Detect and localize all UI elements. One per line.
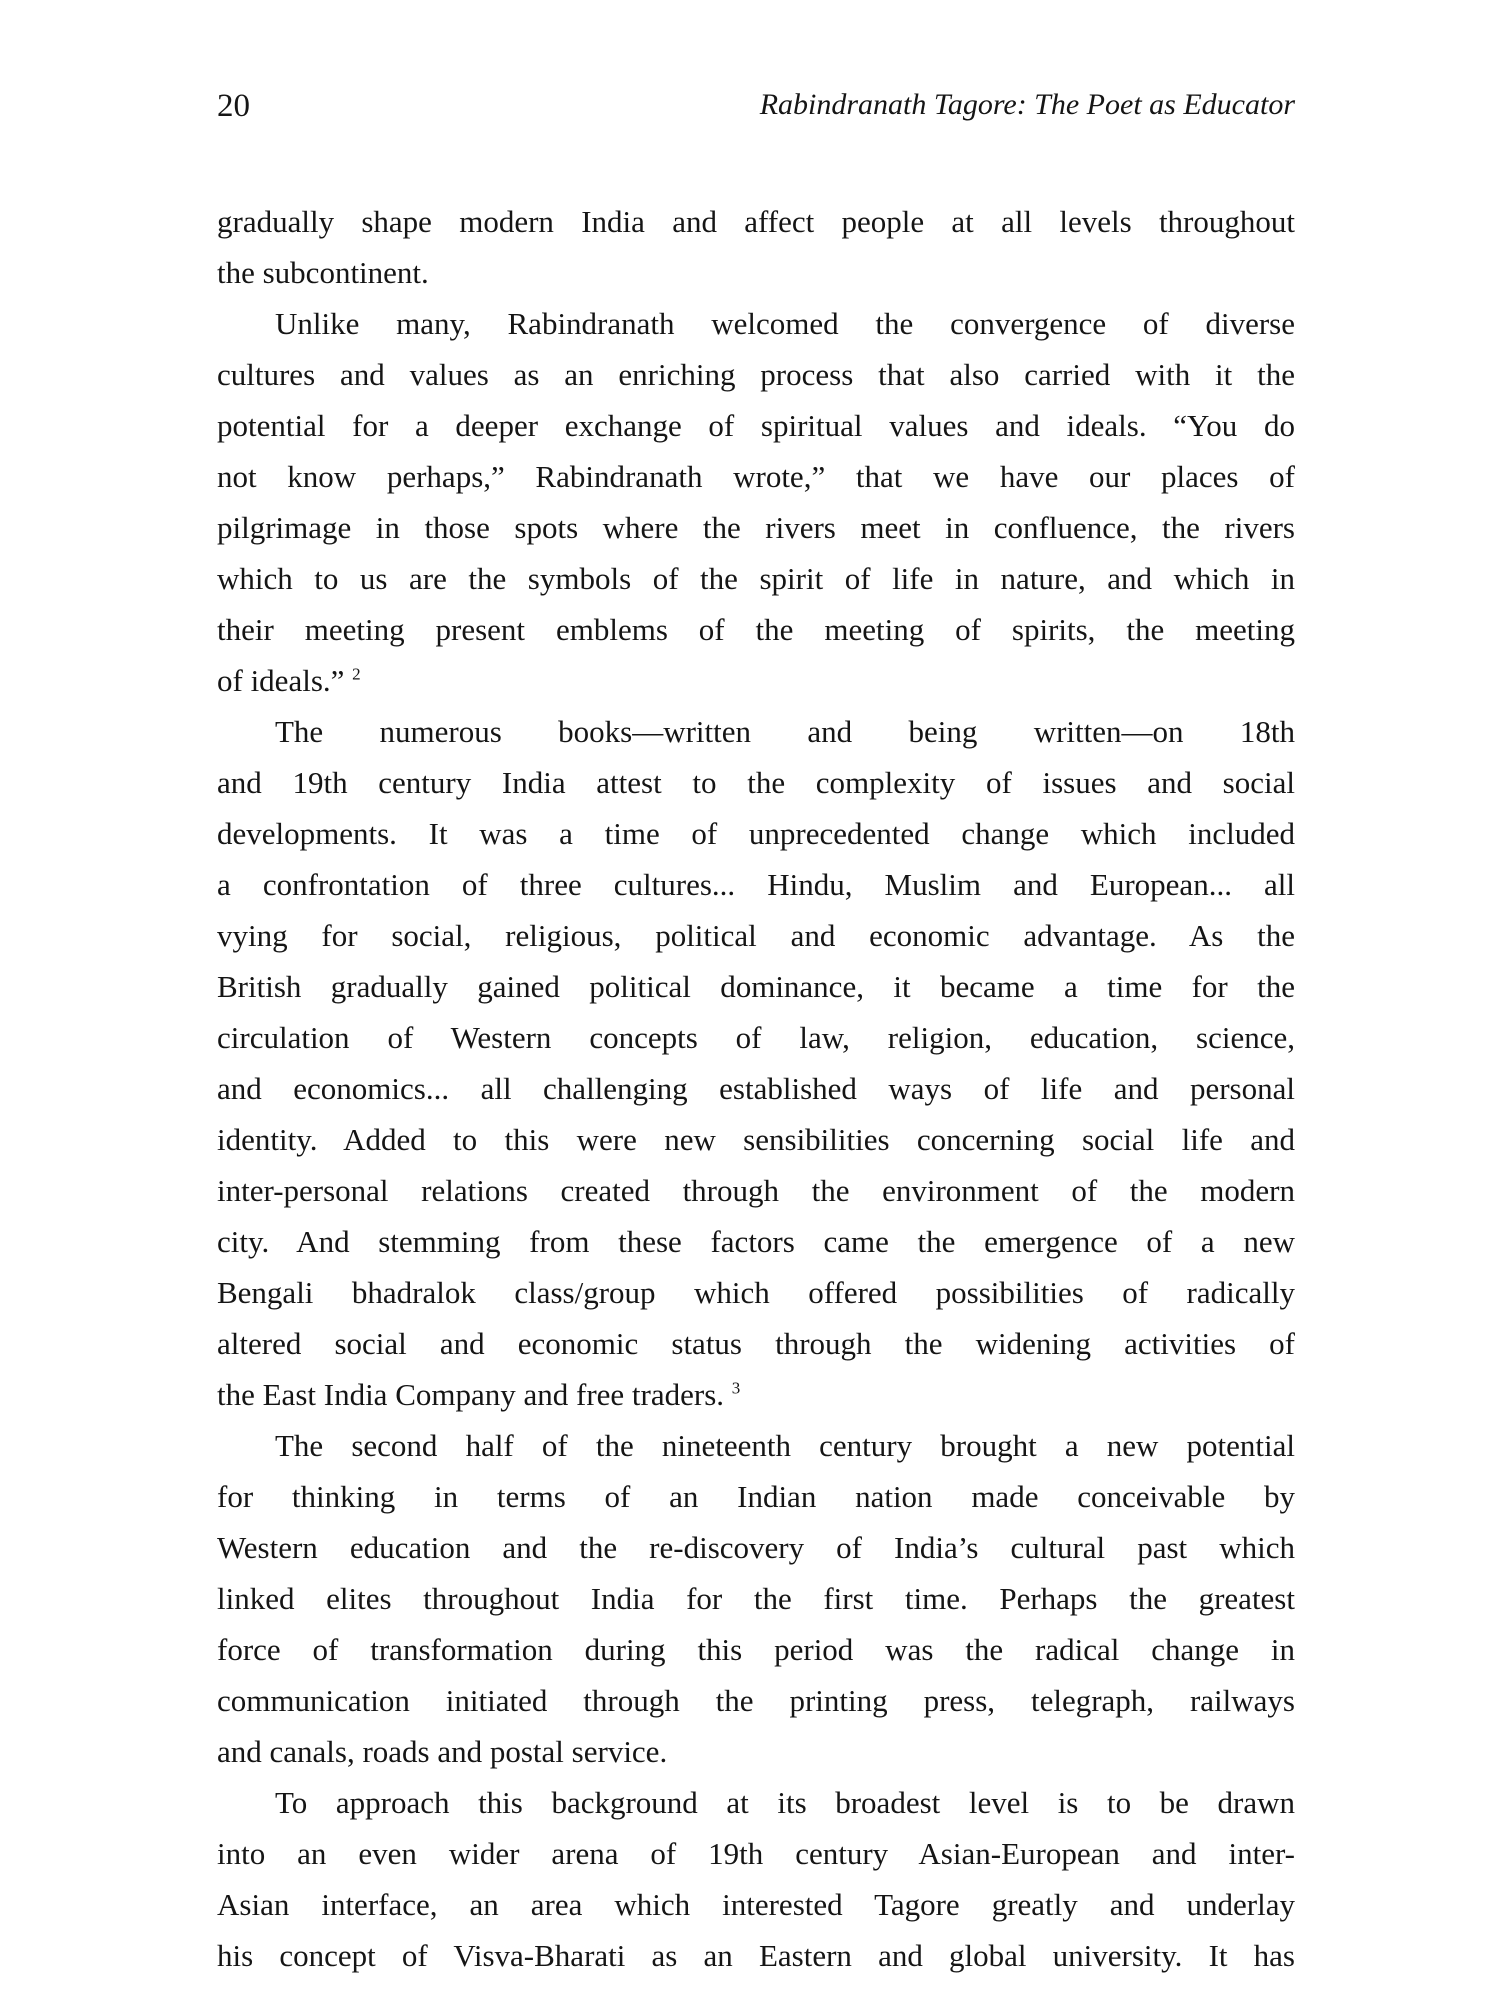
text-line-content: a confrontation of three cultures... Hindu, Muslim and European... all (217, 867, 1295, 902)
body-text (217, 196, 1295, 1981)
text-line-content: vying for social, religious, political and economic advantage. As the (217, 918, 1295, 953)
text-line (217, 808, 1295, 859)
text-line (217, 961, 1295, 1012)
text-line-content: of ideals.” (217, 663, 345, 698)
text-line-content: To approach this background at its broadest level is to be drawn (275, 1785, 1295, 1820)
text-line-content: linked elites throughout India for the first time. Perhaps the greatest (217, 1581, 1295, 1616)
text-line (217, 196, 1295, 247)
text-line-content: The second half of the nineteenth century brought a new potential (275, 1428, 1295, 1463)
text-line (217, 1726, 1295, 1777)
text-line-content: Bengali bhadralok class/group which offered possibilities of radically (217, 1275, 1295, 1310)
text-line-content: and canals, roads and postal service. (217, 1734, 668, 1769)
text-line (217, 1471, 1295, 1522)
text-line (217, 400, 1295, 451)
text-line-content: British gradually gained political dominance, it became a time for the (217, 969, 1295, 1004)
text-line (217, 1675, 1295, 1726)
text-line (217, 502, 1295, 553)
text-line-content: pilgrimage in those spots where the rivers meet in confluence, the rivers (217, 510, 1295, 545)
text-line-content: for thinking in terms of an Indian nation made conceivable by (217, 1479, 1295, 1514)
text-line-content: their meeting present emblems of the meeting of spirits, the meeting (217, 612, 1295, 647)
text-line-content: The numerous books—written and being written—on 18th (275, 714, 1295, 749)
text-line-content: circulation of Western concepts of law, religion, education, science, (217, 1020, 1295, 1055)
text-line (217, 298, 1295, 349)
text-line-content: altered social and economic status through the widening activities of (217, 1326, 1295, 1361)
footnote-marker: 2 (352, 664, 361, 684)
text-line (217, 757, 1295, 808)
text-line-content: potential for a deeper exchange of spiritual values and ideals. “You do (217, 408, 1295, 443)
text-line (217, 1165, 1295, 1216)
text-line (217, 1318, 1295, 1369)
text-line (217, 1369, 1295, 1420)
text-line-content: and 19th century India attest to the complexity of issues and social (217, 765, 1295, 800)
text-line (217, 1063, 1295, 1114)
text-line (217, 859, 1295, 910)
text-line-content: his concept of Visva-Bharati as an Eastern and global university. It has (217, 1938, 1295, 1973)
text-line (217, 1828, 1295, 1879)
text-line (217, 1012, 1295, 1063)
text-line (217, 451, 1295, 502)
text-line-content: gradually shape modern India and affect people at all levels throughout (217, 204, 1295, 239)
text-line-content: the East India Company and free traders. (217, 1377, 725, 1412)
text-line (217, 1624, 1295, 1675)
text-line-content: which to us are the symbols of the spirit of life in nature, and which in (217, 561, 1295, 596)
text-line (217, 1777, 1295, 1828)
text-line-content: and economics... all challenging established ways of life and personal (217, 1071, 1295, 1106)
text-line (217, 247, 1295, 298)
text-line (217, 1267, 1295, 1318)
text-line (217, 604, 1295, 655)
text-line-content: cultures and values as an enriching process that also carried with it the (217, 357, 1295, 392)
text-line-content: Asian interface, an area which interested Tagore greatly and underlay (217, 1887, 1295, 1922)
text-line (217, 706, 1295, 757)
text-line (217, 1879, 1295, 1930)
text-line (217, 1114, 1295, 1165)
text-line-content: communication initiated through the printing press, telegraph, railways (217, 1683, 1295, 1718)
text-line (217, 910, 1295, 961)
text-line (217, 1522, 1295, 1573)
text-line-content: Western education and the re-discovery of India’s cultural past which (217, 1530, 1295, 1565)
text-line-content: into an even wider arena of 19th century Asian-European and inter- (217, 1836, 1295, 1871)
page-header (217, 88, 1295, 132)
text-line-content: Unlike many, Rabindranath welcomed the convergence of diverse (275, 306, 1295, 341)
text-line (217, 1216, 1295, 1267)
running-title: Rabindranath Tagore: The Poet as Educator (759, 88, 1295, 121)
text-line-content: force of transformation during this period was the radical change in (217, 1632, 1295, 1667)
text-line-content: the subcontinent. (217, 255, 429, 290)
text-line (217, 349, 1295, 400)
footnote-marker: 3 (731, 1378, 741, 1398)
text-line-content: identity. Added to this were new sensibilities concerning social life and (217, 1122, 1295, 1157)
text-line (217, 1420, 1295, 1471)
text-line-content: city. And stemming from these factors came the emergence of a new (217, 1224, 1295, 1259)
text-line-content: not know perhaps,” Rabindranath wrote,” that we have our places of (217, 459, 1295, 494)
text-line-content: developments. It was a time of unprecedented change which included (217, 816, 1295, 851)
page-number: 20 (217, 88, 250, 124)
text-line (217, 1573, 1295, 1624)
text-line (217, 553, 1295, 604)
text-line (217, 655, 1295, 706)
text-line (217, 1930, 1295, 1981)
text-line-content: inter-personal relations created through the environment of the modern (217, 1173, 1295, 1208)
